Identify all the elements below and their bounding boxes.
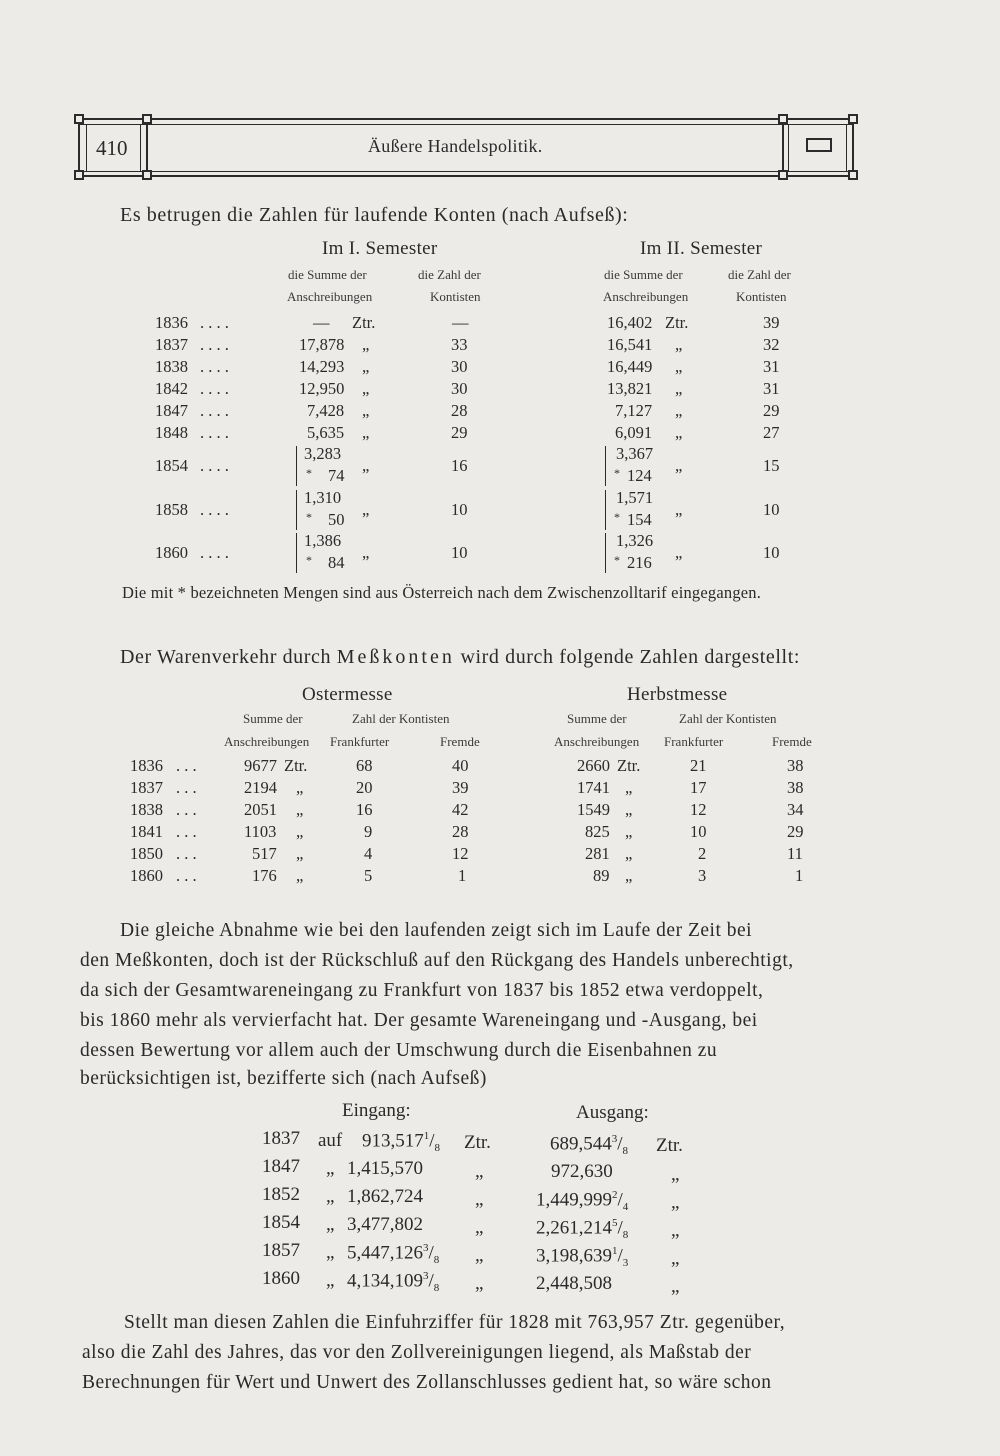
s1-col-count-header: Kontisten (430, 289, 481, 304)
s2-o-sum: 9677 (244, 756, 277, 775)
s1-year: 1837 (155, 335, 188, 354)
s2-h-fr: 11 (787, 844, 803, 863)
s2-col-sum-header: Summe der (243, 711, 303, 726)
s2-ditto: „ (296, 866, 304, 885)
s3-ditto: „ (475, 1217, 484, 1238)
s2-ditto: „ (296, 778, 304, 797)
s1-ditto: „ (675, 423, 683, 442)
s3-year: 1857 (262, 1240, 300, 1261)
s2-o-ff: 4 (364, 844, 373, 863)
s2-h-sum: 1549 (577, 800, 610, 819)
s2-h-sum: 281 (585, 844, 610, 863)
s3-head-in: Eingang: (342, 1100, 411, 1121)
s3-in: $5,447,126^3/_8$ (347, 1242, 440, 1267)
s1-col-count-header: die Zahl der (728, 267, 791, 282)
s2-ditto: „ (296, 800, 304, 819)
s3-out: 2,448,508 (536, 1273, 612, 1294)
s3-year: 1847 (262, 1156, 300, 1177)
s1-count-2: 31 (763, 379, 780, 398)
s1-count-2: 10 (763, 543, 780, 562)
s1-sum-2: 7,127 (615, 401, 653, 420)
s1-sum-1-bottom: 74 (328, 466, 345, 485)
s1-bracket (605, 446, 607, 486)
s1-star: * (614, 510, 620, 524)
section2-intro-emphasis: Meßkonten (336, 646, 455, 668)
paragraph-line: Berechnungen für Wert und Unwert des Zollanschlusses gedient hat, so wäre schon (82, 1372, 772, 1393)
s2-ditto: „ (625, 844, 633, 863)
s2-year: 1860 (130, 866, 163, 885)
s1-sum-1: — (313, 313, 330, 332)
s2-ditto: „ (625, 778, 633, 797)
s1-col-count-header: die Zahl der (418, 267, 481, 282)
s3-in: 1,862,724 (347, 1186, 423, 1207)
s1-count-2: 31 (763, 357, 780, 376)
ornament-rectangle-icon (806, 138, 832, 152)
s1-sum-2-bottom: 216 (627, 553, 652, 572)
s2-o-sum: 1103 (244, 822, 277, 841)
s3-out: $689,544^3/_8$ (550, 1133, 629, 1158)
section2-intro-start: Der Warenverkehr durch (120, 646, 332, 668)
s2-col-sum-header: Anschreibungen (224, 734, 310, 749)
s1-sum-1: 17,878 (299, 335, 345, 354)
s2-dots: . . . (176, 756, 197, 775)
s2-year: 1850 (130, 844, 163, 863)
s1-star: * (306, 553, 312, 567)
s2-unit: Ztr. (284, 756, 308, 775)
section2-intro (120, 646, 800, 669)
s2-col-ff-header: Frankfurter (664, 734, 724, 749)
s1-year: 1854 (155, 456, 188, 475)
s1-star: * (306, 510, 312, 524)
s3-ditto: „ (475, 1273, 484, 1294)
s2-ditto: „ (625, 822, 633, 841)
s3-unit: Ztr. (464, 1132, 491, 1153)
s2-ditto: „ (296, 844, 304, 863)
s1-count-2: 27 (763, 423, 780, 442)
s1-col-sum-header: Anschreibungen (603, 289, 689, 304)
s3-unit: Ztr. (656, 1135, 683, 1156)
s1-col-sum-header: Anschreibungen (287, 289, 373, 304)
s2-o-fr: 1 (458, 866, 467, 885)
s1-count-2: 15 (763, 456, 780, 475)
section1-intro: Es betrugen die Zahlen für laufende Konten (nach Aufseß): (120, 204, 629, 226)
s1-bracket (605, 490, 607, 530)
s1-sum-2-top: 1,571 (616, 488, 654, 507)
s1-sum-2: 6,091 (615, 423, 653, 442)
s1-year: 1848 (155, 423, 188, 442)
s3-out: $1,449,999^2/_4$ (536, 1189, 629, 1214)
s1-dots: . . . . (200, 500, 229, 519)
s2-h-ff: 10 (690, 822, 707, 841)
s1-sum-2: 16,449 (607, 357, 653, 376)
paragraph-line: bis 1860 mehr als vervierfacht hat. Der gesamte Wareneingang und -Ausgang, bei (80, 1010, 758, 1031)
s1-dots: . . . . (200, 423, 229, 442)
paragraph-line: den Meßkonten, doch ist der Rückschluß auf den Rückgang des Handels unberechtigt, (80, 950, 794, 971)
s2-group-header-1: Ostermesse (302, 684, 393, 705)
s1-count-1: 30 (451, 357, 468, 376)
s1-sum-2-bottom: 154 (627, 510, 652, 529)
s1-bracket (296, 490, 298, 530)
s3-ditto: „ (326, 1242, 335, 1263)
s3-ditto: „ (475, 1189, 484, 1210)
s3-in: 3,477,802 (347, 1214, 423, 1235)
s1-bracket (296, 533, 298, 573)
s2-dots: . . . (176, 866, 197, 885)
s1-year: 1847 (155, 401, 188, 420)
s1-dots: . . . . (200, 456, 229, 475)
s2-col-sum-header: Anschreibungen (554, 734, 640, 749)
s3-ditto: „ (326, 1214, 335, 1235)
s1-col-sum-header: die Summe der (604, 267, 683, 282)
s1-sum-1-bottom: 84 (328, 553, 345, 572)
s1-ditto: „ (362, 456, 370, 475)
s3-auf: auf (318, 1130, 343, 1151)
s1-ditto: „ (362, 401, 370, 420)
s1-count-1: 29 (451, 423, 468, 442)
s2-h-ff: 21 (690, 756, 707, 775)
s2-o-ff: 16 (356, 800, 373, 819)
s2-dots: . . . (176, 800, 197, 819)
s2-col-fremde-header: Fremde (440, 734, 480, 749)
s1-dots: . . . . (200, 379, 229, 398)
running-title: Äußere Handelspolitik. (368, 136, 543, 156)
s2-ditto: „ (296, 822, 304, 841)
s1-dots: . . . . (200, 543, 229, 562)
s2-o-ff: 68 (356, 756, 373, 775)
s1-count-1: 16 (451, 456, 468, 475)
s1-year: 1836 (155, 313, 188, 332)
paragraph-line: berücksichtigen ist, bezifferte sich (nach Aufseß) (80, 1068, 487, 1089)
s1-ditto: „ (675, 401, 683, 420)
s2-col-ff-header: Frankfurter (330, 734, 390, 749)
s1-sum-1: 7,428 (307, 401, 345, 420)
page-number: 410 (96, 136, 128, 160)
s3-out: $2,261,214^5/_8$ (536, 1217, 629, 1242)
s3-in: 1,415,570 (347, 1158, 423, 1179)
s1-ditto: „ (675, 335, 683, 354)
s2-h-sum: 2660 (577, 756, 610, 775)
s2-year: 1841 (130, 822, 163, 841)
s1-dots: . . . . (200, 313, 229, 332)
s1-sum-2-top: 3,367 (616, 444, 654, 463)
s3-year: 1837 (262, 1128, 300, 1149)
s1-col-sum-header: die Summe der (288, 267, 367, 282)
s2-h-sum: 1741 (577, 778, 610, 797)
s2-o-ff: 5 (364, 866, 373, 885)
s3-ditto: „ (326, 1186, 335, 1207)
paragraph-line: Stellt man diesen Zahlen die Einfuhrziffer für 1828 mit 763,957 Ztr. gegenüber, (124, 1312, 786, 1333)
s1-bracket (605, 533, 607, 573)
s2-o-fr: 12 (452, 844, 469, 863)
s1-ditto: „ (675, 500, 683, 519)
s1-ditto: „ (362, 335, 370, 354)
s1-count-1: 10 (451, 500, 468, 519)
s2-h-ff: 2 (698, 844, 707, 863)
s1-sum-2-top: 1,326 (616, 531, 654, 550)
s3-year: 1852 (262, 1184, 300, 1205)
s1-unit: Ztr. (352, 313, 376, 332)
section2-intro-end: wird durch folgende Zahlen dargestellt: (460, 646, 801, 668)
s2-h-fr: 29 (787, 822, 804, 841)
s2-o-fr: 40 (452, 756, 469, 775)
s1-sum-1: 5,635 (307, 423, 345, 442)
s1-count-1: 30 (451, 379, 468, 398)
s2-o-sum: 517 (252, 844, 277, 863)
s3-head-out: Ausgang: (576, 1102, 649, 1123)
s2-h-sum: 89 (593, 866, 610, 885)
s2-h-fr: 1 (795, 866, 804, 885)
s1-sum-1: 12,950 (299, 379, 345, 398)
s2-ditto: „ (625, 866, 633, 885)
s1-ditto: „ (675, 379, 683, 398)
s1-sum-1-top: 3,283 (304, 444, 342, 463)
s2-group-header-2: Herbstmesse (627, 684, 728, 705)
s1-sum-1: 14,293 (299, 357, 345, 376)
s2-year: 1836 (130, 756, 163, 775)
s1-group-header-1: Im I. Semester (322, 238, 438, 259)
s1-ditto: „ (362, 543, 370, 562)
s1-sum-2: 16,402 (607, 313, 653, 332)
s2-col-sum-header: Summe der (567, 711, 627, 726)
s1-col-count-header: Kontisten (736, 289, 787, 304)
s1-ditto: „ (362, 500, 370, 519)
s1-sum-1-top: 1,386 (304, 531, 342, 550)
paragraph-line: dessen Bewertung vor allem auch der Umschwung durch die Eisenbahnen zu (80, 1040, 718, 1061)
s2-h-sum: 825 (585, 822, 610, 841)
s2-dots: . . . (176, 844, 197, 863)
s2-h-ff: 3 (698, 866, 707, 885)
s1-year: 1860 (155, 543, 188, 562)
s2-h-fr: 34 (787, 800, 804, 819)
s1-year: 1842 (155, 379, 188, 398)
s2-col-count-header: Zahl der Kontisten (352, 711, 450, 726)
s1-group-header-2: Im II. Semester (640, 238, 763, 259)
s1-dots: . . . . (200, 357, 229, 376)
paragraph-line: Die gleiche Abnahme wie bei den laufenden zeigt sich im Laufe der Zeit bei (120, 920, 753, 941)
s1-year: 1858 (155, 500, 188, 519)
s2-o-sum: 2051 (244, 800, 277, 819)
s3-ditto: „ (475, 1161, 484, 1182)
s1-year: 1838 (155, 357, 188, 376)
s3-in: $4,134,109^3/_8$ (347, 1270, 440, 1295)
s3-ditto: „ (671, 1164, 680, 1185)
s1-count-2: 32 (763, 335, 780, 354)
s1-ditto: „ (362, 357, 370, 376)
s2-ditto: „ (625, 800, 633, 819)
s3-year: 1854 (262, 1212, 300, 1233)
s2-o-fr: 28 (452, 822, 469, 841)
s3-ditto: „ (671, 1220, 680, 1241)
s2-o-fr: 42 (452, 800, 469, 819)
s2-h-fr: 38 (787, 778, 804, 797)
s3-ditto: „ (326, 1270, 335, 1291)
s1-star: * (306, 466, 312, 480)
s2-dots: . . . (176, 778, 197, 797)
s3-year: 1860 (262, 1268, 300, 1289)
s1-count-2: 39 (763, 313, 780, 332)
s1-sum-1-bottom: 50 (328, 510, 345, 529)
s1-count-2: 29 (763, 401, 780, 420)
s1-count-2: 10 (763, 500, 780, 519)
s1-sum-1-top: 1,310 (304, 488, 342, 507)
footnote: Die mit * bezeichneten Mengen sind aus Österreich nach dem Zwischenzolltarif eingegangen. (122, 583, 762, 602)
s3-ditto: „ (671, 1276, 680, 1297)
s2-o-ff: 9 (364, 822, 373, 841)
s2-h-ff: 17 (690, 778, 707, 797)
s2-o-sum: 2194 (244, 778, 277, 797)
s1-bracket (296, 446, 298, 486)
paragraph-line: also die Zahl des Jahres, das vor den Zollvereinigungen liegend, als Maßstab der (82, 1342, 752, 1363)
s3-ditto: „ (671, 1248, 680, 1269)
s1-sum-2-bottom: 124 (627, 466, 652, 485)
s3-out: $3,198,639^1/_3$ (536, 1245, 629, 1270)
s1-count-1: 10 (451, 543, 468, 562)
s2-o-fr: 39 (452, 778, 469, 797)
s1-star: * (614, 553, 620, 567)
s1-ditto: „ (675, 456, 683, 475)
s1-unit: Ztr. (665, 313, 689, 332)
s2-col-count-header: Zahl der Kontisten (679, 711, 777, 726)
s1-dots: . . . . (200, 335, 229, 354)
s2-o-sum: 176 (252, 866, 277, 885)
s2-year: 1838 (130, 800, 163, 819)
s3-ditto: „ (475, 1245, 484, 1266)
s3-ditto: „ (671, 1192, 680, 1213)
s1-ditto: „ (675, 357, 683, 376)
paragraph-line: da sich der Gesamtwareneingang zu Frankfurt von 1837 bis 1852 etwa verdoppelt, (80, 980, 764, 1001)
s2-h-ff: 12 (690, 800, 707, 819)
s1-sum-2: 16,541 (607, 335, 653, 354)
s1-ditto: „ (362, 379, 370, 398)
s3-out: 972,630 (551, 1161, 613, 1182)
s1-count-1: — (452, 313, 469, 332)
s1-ditto: „ (362, 423, 370, 442)
s1-dots: . . . . (200, 401, 229, 420)
s3-in: $913,517^1/_8$ (362, 1130, 441, 1155)
s2-year: 1837 (130, 778, 163, 797)
s1-sum-2: 13,821 (607, 379, 653, 398)
s2-col-fremde-header: Fremde (772, 734, 812, 749)
s2-dots: . . . (176, 822, 197, 841)
s2-unit: Ztr. (617, 756, 641, 775)
s1-star: * (614, 466, 620, 480)
s3-ditto: „ (326, 1158, 335, 1179)
s1-count-1: 28 (451, 401, 468, 420)
s1-count-1: 33 (451, 335, 468, 354)
s2-o-ff: 20 (356, 778, 373, 797)
s1-ditto: „ (675, 543, 683, 562)
s2-h-fr: 38 (787, 756, 804, 775)
